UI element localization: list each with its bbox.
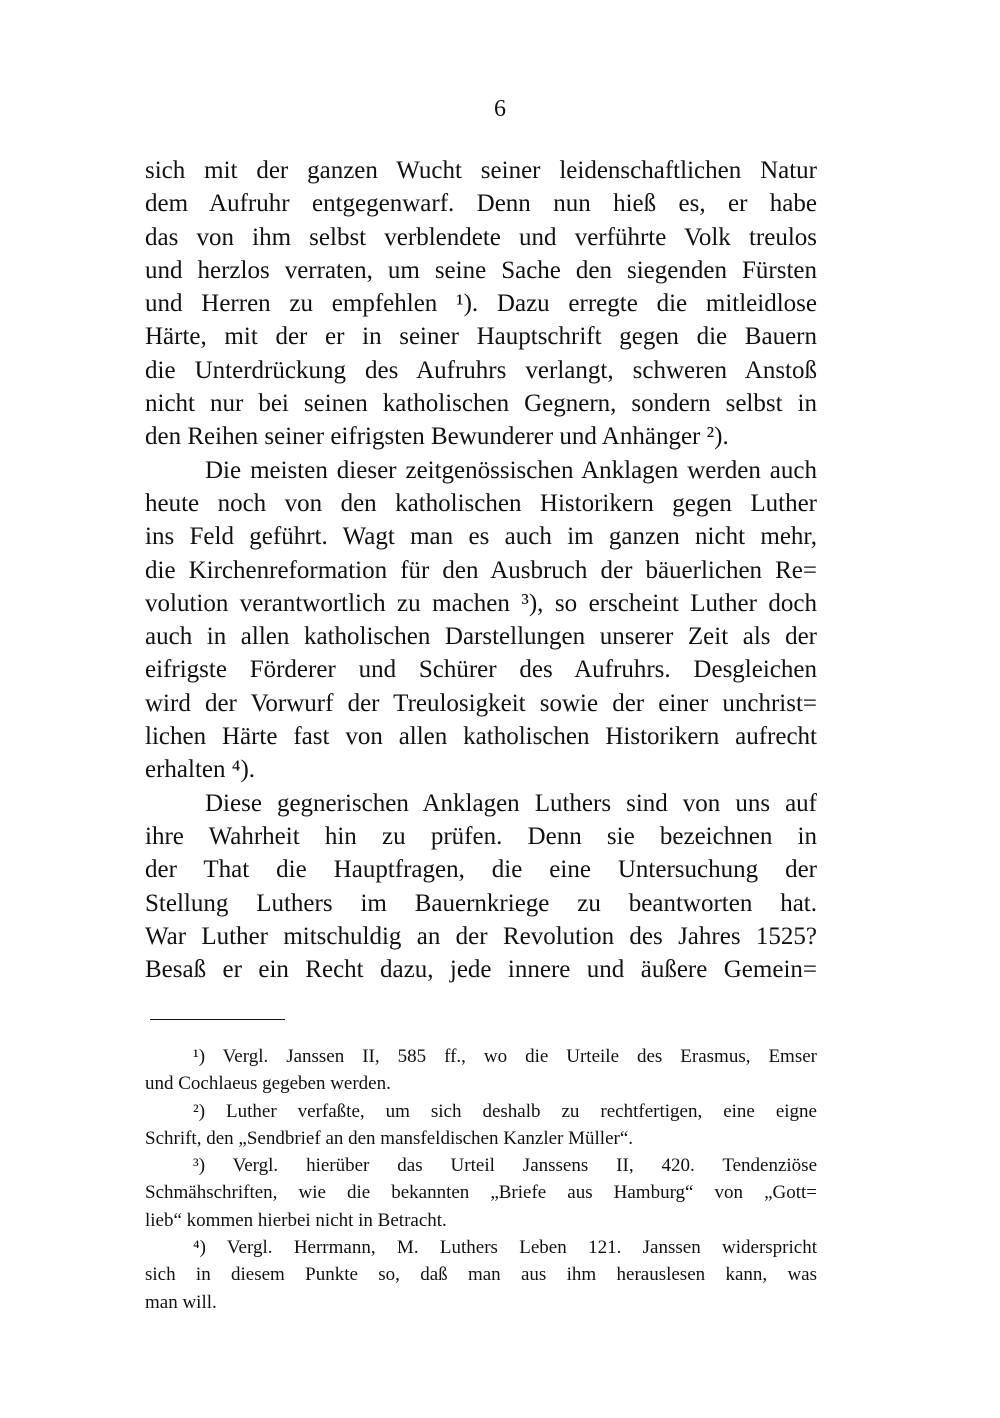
text-line: wird der Vorwurf der Treulosigkeit sowie der einer unchrist= <box>145 689 817 717</box>
footnote-line: und Cochlaeus gegeben werden. <box>145 1073 391 1095</box>
text-line: den Reihen seiner eifrigsten Bewunderer und Anhänger ²). <box>145 423 729 451</box>
footnote-line: Schmähschriften, wie die bekannten „Briefe aus Hamburg“ von „Gott= <box>145 1182 817 1204</box>
text-line: dem Aufruhr entgegenwarf. Denn nun hieß es, er habe <box>145 190 817 218</box>
footnote-line: ³) Vergl. hierüber das Urteil Janssens II, 420. Tendenziöse <box>193 1155 817 1177</box>
text-line: Härte, mit der er in seiner Hauptschrift gegen die Bauern <box>145 323 817 351</box>
paragraph <box>145 787 817 987</box>
page-number: 6 <box>494 96 506 122</box>
text-line: Diese gegnerischen Anklagen Luthers sind von uns auf <box>205 789 817 817</box>
text-line: ins Feld geführt. Wagt man es auch im ganzen nicht mehr, <box>145 523 817 551</box>
footnote-divider <box>150 1019 285 1020</box>
footnote <box>145 1234 817 1316</box>
text-line: die Kirchenreformation für den Ausbruch der bäuerlichen Re= <box>145 556 817 584</box>
text-line: der That die Hauptfragen, die eine Untersuchung der <box>145 856 817 884</box>
footnote <box>145 1098 817 1153</box>
footnote-line: sich in diesem Punkte so, daß man aus ihm herauslesen kann, was <box>145 1264 817 1286</box>
footnote-line: lieb“ kommen hierbei nicht in Betracht. <box>145 1209 447 1231</box>
footnote <box>145 1043 817 1098</box>
footnote-line: man will. <box>145 1291 217 1313</box>
text-line: nicht nur bei seinen katholischen Gegnern, sondern selbst in <box>145 390 817 418</box>
text-line: Die meisten dieser zeitgenössischen Anklagen werden auch <box>205 456 817 484</box>
text-line: erhalten ⁴). <box>145 756 256 784</box>
text-line: Besaß er ein Recht dazu, jede innere und äußere Gemein= <box>145 956 817 984</box>
text-line: War Luther mitschuldig an der Revolution des Jahres 1525? <box>145 922 817 950</box>
footnote-line: Schrift, den „Sendbrief an den mansfeldischen Kanzler Müller“. <box>145 1127 634 1149</box>
text-line: eifrigste Förderer und Schürer des Aufruhrs. Desgleichen <box>145 656 817 684</box>
main-text <box>145 154 817 986</box>
footnote <box>145 1152 817 1234</box>
text-line: ihre Wahrheit hin zu prüfen. Denn sie bezeichnen in <box>145 822 817 850</box>
footnotes <box>145 1043 817 1316</box>
text-line: volution verantwortlich zu machen ³), so erscheint Luther doch <box>145 589 817 617</box>
text-line: Stellung Luthers im Bauernkriege zu beantworten hat. <box>145 889 817 917</box>
text-line: das von ihm selbst verblendete und verführte Volk treulos <box>145 223 817 251</box>
footnote-line: ¹) Vergl. Janssen II, 585 ff., wo die Urteile des Erasmus, Emser <box>193 1046 817 1067</box>
paragraph <box>145 154 817 454</box>
text-line: sich mit der ganzen Wucht seiner leidenschaftlichen Natur <box>145 157 817 184</box>
text-line: auch in allen katholischen Darstellungen unserer Zeit als der <box>145 623 817 651</box>
paragraph <box>145 454 817 787</box>
text-line: heute noch von den katholischen Historikern gegen Luther <box>145 489 817 517</box>
text-line: und Herren zu empfehlen ¹). Dazu erregte die mitleidlose <box>145 290 817 318</box>
text-line: und herzlos verraten, um seine Sache den siegenden Fürsten <box>145 256 817 284</box>
footnote-line: ⁴) Vergl. Herrmann, M. Luthers Leben 121. Janssen widerspricht <box>193 1237 817 1259</box>
text-line: die Unterdrückung des Aufruhrs verlangt, schweren Anstoß <box>145 356 817 384</box>
text-line: lichen Härte fast von allen katholischen Historikern aufrecht <box>145 723 817 751</box>
footnote-line: ²) Luther verfaßte, um sich deshalb zu rechtfertigen, eine eigne <box>193 1100 817 1122</box>
